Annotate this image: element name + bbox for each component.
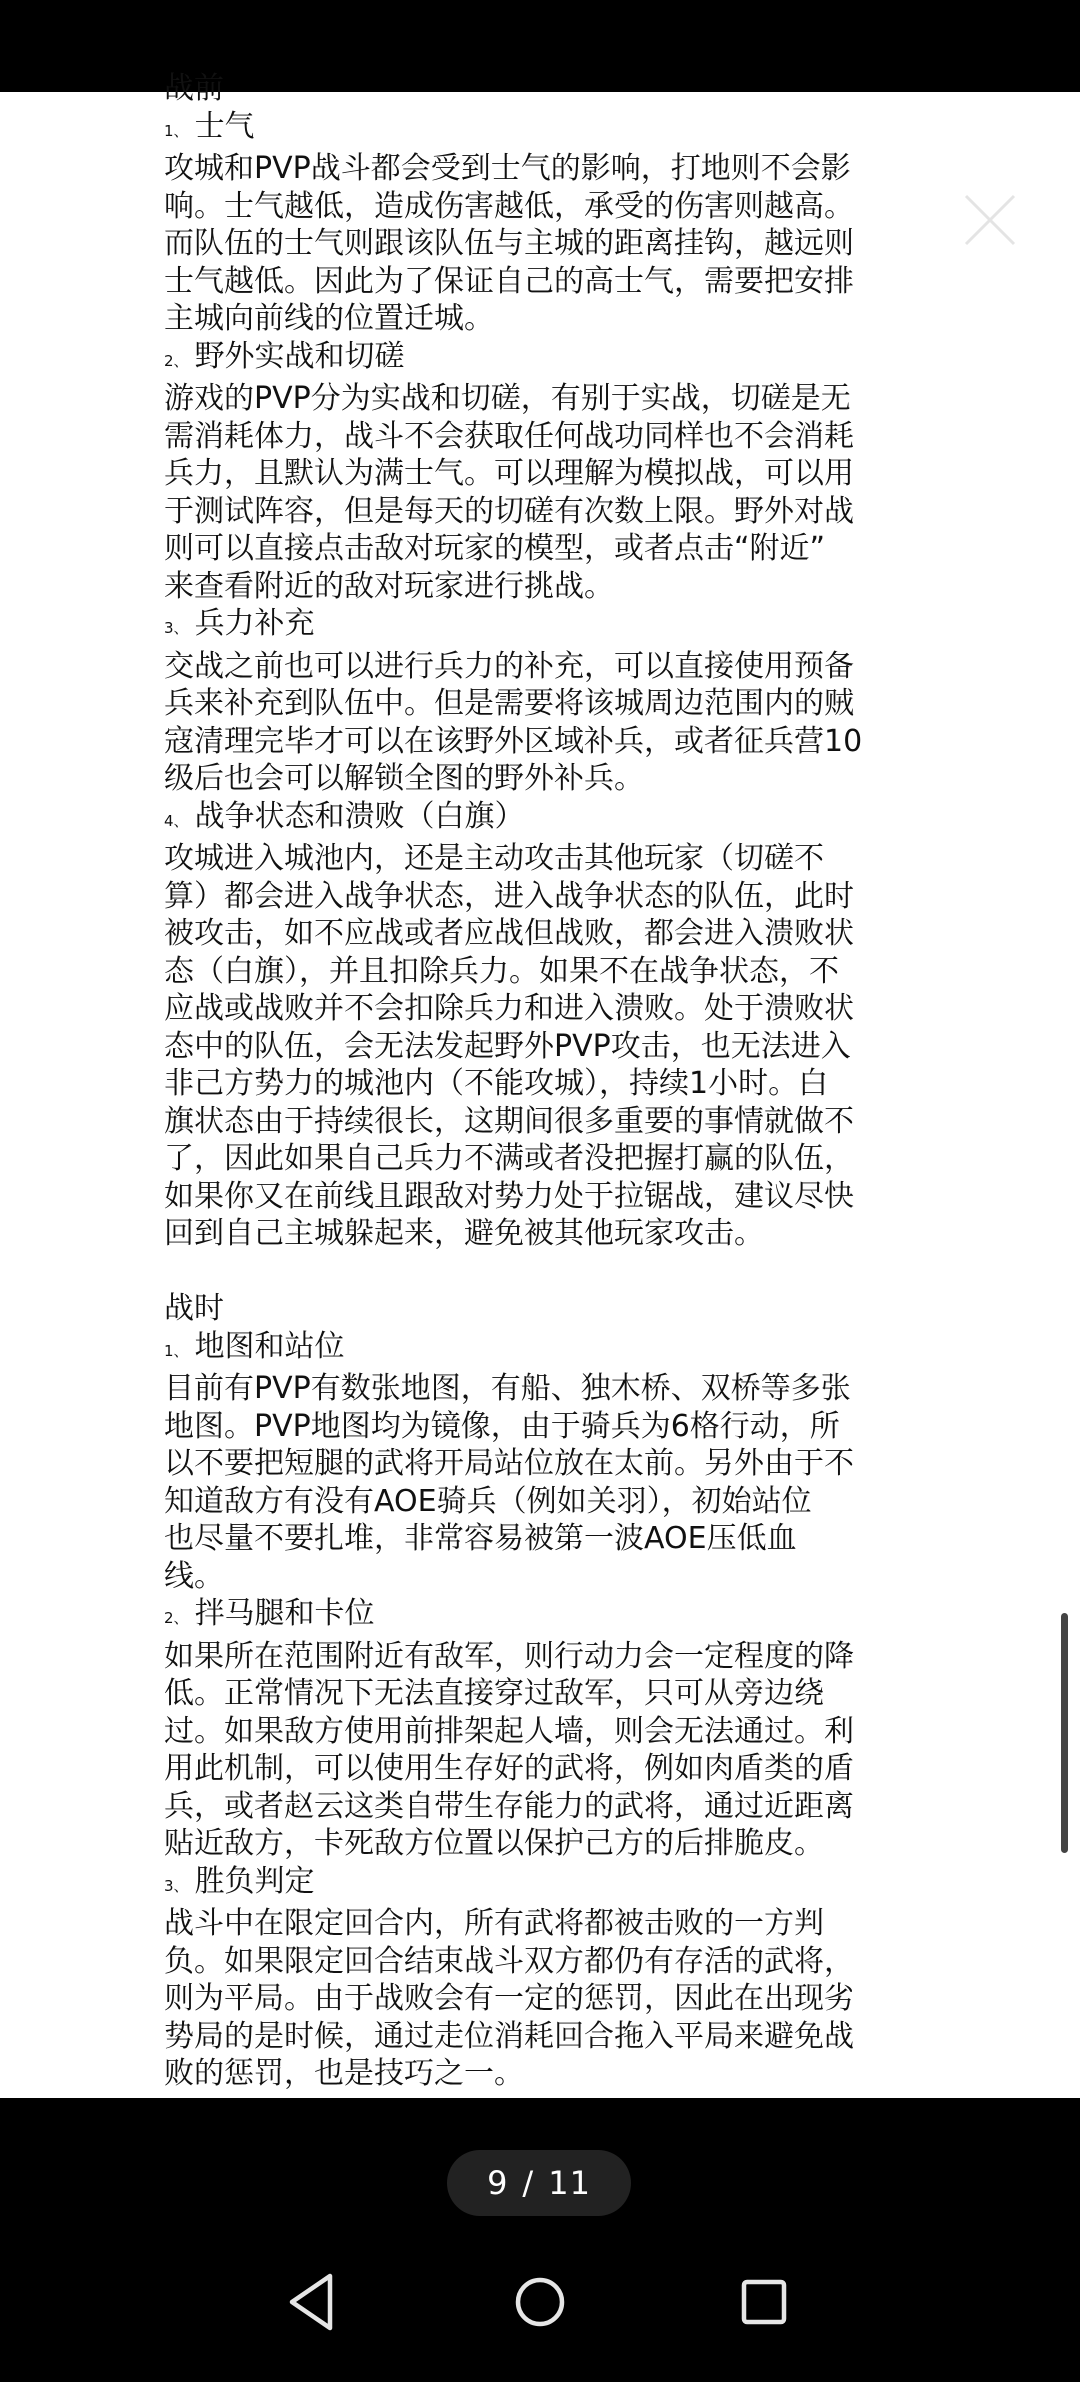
subsection-number: 4 、 <box>164 812 189 830</box>
subsection-number: 3 、 <box>164 1877 189 1895</box>
subsection-title <box>164 108 924 151</box>
total-pages: 11 <box>548 2164 591 2202</box>
paragraph-line: 兵来补充到队伍中。但是需要将该城周边范围内的贼 <box>164 686 854 721</box>
scrollbar-thumb[interactable] <box>1061 1613 1068 1853</box>
paragraph-line: 态中的队伍，会无法发起野外PVP攻击，也无法进入 <box>164 1028 851 1064</box>
page-separator: / <box>522 2164 535 2202</box>
paragraph-line: 如果你又在前线且跟敌对势力处于拉锯战，建议尽快 <box>164 1178 854 1214</box>
subsection-title <box>164 1595 924 1638</box>
paragraph-line: 势局的是时候，通过走位消耗回合拖入平局来避免战 <box>164 2018 854 2054</box>
section-gap <box>164 1253 924 1291</box>
current-page: 9 <box>487 2164 509 2202</box>
navigation-bar <box>0 2262 1080 2382</box>
paragraph-line: 负。如果限定回合结束战斗双方都仍有存活的武将， <box>164 1943 854 1979</box>
paragraph-line: 了，因此如果自己兵力不满或者没把握打赢的队伍， <box>164 1141 854 1176</box>
paragraph-line: 攻城和PVP战斗都会受到士气的影响，打地则不会影 <box>164 151 851 186</box>
paragraph-line: 非己方势力的城池内（不能攻城），持续1小时。白 <box>164 1066 829 1101</box>
paragraph-line: 主城向前线的位置迁城。 <box>164 301 494 336</box>
subsection-title <box>164 798 924 841</box>
back-triangle-icon[interactable] <box>274 2262 354 2342</box>
document-text <box>164 70 924 2093</box>
paragraph-line: 过。如果敌方使用前排架起人墙，则会无法通过。利 <box>164 1713 854 1749</box>
close-icon[interactable] <box>962 192 1018 248</box>
subsection-number: 2 、 <box>164 1609 189 1627</box>
document-page[interactable] <box>0 71 1080 2098</box>
paragraph-line: 也尽量不要扎堆，非常容易被第一波AOE压低血 <box>164 1521 797 1556</box>
section-title: 战前 <box>164 71 224 106</box>
paragraph-line: 级后也会可以解锁全图的野外补兵。 <box>164 761 644 796</box>
paragraph-line: 败的惩罚，也是技巧之一。 <box>164 2056 524 2091</box>
subsection-number: 3 、 <box>164 619 189 637</box>
paragraph-line: 而队伍的士气则跟该队伍与主城的距离挂钩，越远则 <box>164 226 854 261</box>
paragraph-line: 贴近敌方，卡死敌方位置以保护己方的后排脆皮。 <box>164 1826 824 1861</box>
subsection-number: 2 、 <box>164 352 189 370</box>
paragraph-line: 以不要把短腿的武将开局站位放在太前。另外由于不 <box>164 1446 854 1481</box>
subsection-title <box>164 605 924 648</box>
paragraph-line: 旗状态由于持续很长，这期间很多重要的事情就做不 <box>164 1103 854 1139</box>
subsection-label: 地图和站位 <box>194 1328 345 1364</box>
subsection-label: 兵力补充 <box>194 606 315 641</box>
paragraph-line: 需消耗体力，战斗不会获取任何战功同样也不会消耗 <box>164 418 854 454</box>
paragraph-line: 士气越低。因此为了保证自己的高士气，需要把安排 <box>164 263 854 299</box>
paragraph-line: 寇清理完毕才可以在该野外区域补兵，或者征兵营10 <box>164 723 863 759</box>
subsection-label: 拌马腿和卡位 <box>194 1596 375 1631</box>
paragraph-line: 兵力，且默认为满士气。可以理解为模拟战，可以用 <box>164 456 854 491</box>
paragraph-line: 于测试阵容，但是每天的切磋有次数上限。野外对战 <box>164 493 854 529</box>
subsection-label: 野外实战和切磋 <box>194 338 405 374</box>
paragraph-line: 态（白旗），并且扣除兵力。如果不在战争状态，不 <box>164 953 839 989</box>
paragraph-line: 战斗中在限定回合内，所有武将都被击败的一方判 <box>164 1906 824 1941</box>
paragraph-line: 攻城进入城池内，还是主动攻击其他玩家（切磋不 <box>164 841 824 876</box>
paragraph-line: 交战之前也可以进行兵力的补充，可以直接使用预备 <box>164 648 854 684</box>
subsection-title <box>164 338 924 381</box>
subsection-title <box>164 1863 924 1906</box>
subsection-number: 1 、 <box>164 1342 189 1360</box>
subsection-title <box>164 1328 924 1371</box>
paragraph-line: 来查看附近的敌对玩家进行挑战。 <box>164 568 614 604</box>
paragraph-line: 则可以直接点击敌对玩家的模型，或者点击“附近” <box>164 531 826 566</box>
paragraph-line: 算）都会进入战争状态，进入战争状态的队伍，此时 <box>164 878 854 914</box>
paragraph-line: 游戏的PVP分为实战和切磋，有别于实战，切磋是无 <box>164 381 851 416</box>
paragraph-line: 回到自己主城躲起来，避免被其他玩家攻击。 <box>164 1216 764 1251</box>
paragraph-line: 响。士气越低，造成伤害越低，承受的伤害则越高。 <box>164 188 854 224</box>
paragraph-line: 则为平局。由于战败会有一定的惩罚，因此在出现劣 <box>164 1981 854 2016</box>
subsection-number: 1 、 <box>164 122 189 140</box>
subsection-label: 战争状态和溃败（白旗） <box>194 798 525 834</box>
home-circle-icon[interactable] <box>500 2262 580 2342</box>
page-indicator <box>447 2150 631 2216</box>
paragraph-line: 知道敌方有没有AOE骑兵（例如关羽），初始站位 <box>164 1483 812 1519</box>
paragraph-line: 用此机制，可以使用生存好的武将，例如肉盾类的盾 <box>164 1751 854 1786</box>
subsection-label: 士气 <box>194 108 255 144</box>
paragraph-line: 应战或战败并不会扣除兵力和进入溃败。处于溃败状 <box>164 991 854 1026</box>
section-title: 战时 <box>164 1291 224 1326</box>
subsection-label: 胜负判定 <box>194 1863 315 1899</box>
paragraph-line: 被攻击，如不应战或者应战但战败，都会进入溃败状 <box>164 916 854 951</box>
paragraph-line: 地图。PVP地图均为镜像，由于骑兵为6格行动，所 <box>164 1408 840 1444</box>
paragraph-line: 如果所在范围附近有敌军，则行动力会一定程度的降 <box>164 1638 854 1674</box>
paragraph-line: 线。 <box>164 1558 224 1594</box>
paragraph-line: 兵，或者赵云这类自带生存能力的武将，通过近距离 <box>164 1788 854 1824</box>
recents-square-icon[interactable] <box>724 2262 804 2342</box>
paragraph-line: 目前有PVP有数张地图，有船、独木桥、双桥等多张 <box>164 1371 851 1406</box>
paragraph-line: 低。正常情况下无法直接穿过敌军，只可从旁边绕 <box>164 1676 824 1711</box>
